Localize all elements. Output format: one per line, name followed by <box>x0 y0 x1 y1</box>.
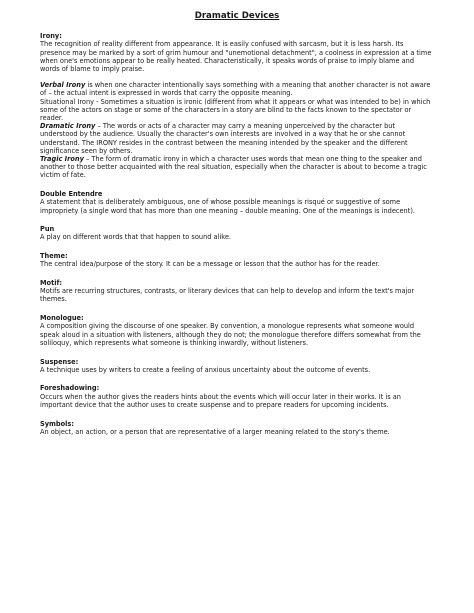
symbols-section <box>40 420 434 436</box>
situational-irony-paragraph: Situational Irony - Sometimes a situation is ironic (different from what it appears or what was intended to be) in which some of the actors on stage or some of the characters in a story are blind to the facts known to the spectator or reader. <box>40 97 431 123</box>
page-title: Dramatic Devices <box>194 11 280 21</box>
suspense-heading: Suspense: <box>40 357 79 366</box>
tragic-irony-text: – The form of dramatic irony in which a character uses words that mean one thing to the speaker and another to those better acquainted with the real situation, especially when the character is about to become a tragic victim of fate. <box>40 155 427 180</box>
verbal-irony-text: is when one character intentionally says something with a meaning that another character is not aware of – the actual intent is expressed in words that carry the opposite meaning. <box>40 81 431 98</box>
irony-heading: Irony: <box>40 32 62 41</box>
irony-section <box>40 32 434 179</box>
dramatic-irony-text: – The words or acts of a character may carry a meaning unperceived by the character but understood by the audience. Usually the character's own interests are involved in a way that he or she cannot understand. The IRONY resides in the contrast between the meaning intended by the speaker and the different significance seen by others. <box>40 122 408 155</box>
double-entendre-definition: A statement that is deliberately ambiguous, one of whose possible meanings is risqué or suggestive of some impropriety (a single word that has more than one meaning – double meaning. One of the meanings is indecent). <box>40 198 415 215</box>
symbols-heading: Symbols: <box>40 419 74 428</box>
verbal-irony-term: Verbal Irony <box>40 81 86 90</box>
theme-definition: The central idea/purpose of the story. It can be a message or lesson that the author has for the reader. <box>40 260 380 269</box>
double-entendre-heading: Double Entendre <box>40 190 103 199</box>
theme-section <box>40 252 434 268</box>
motif-definition: Motifs are recurring structures, contrasts, or literary devices that can help to develop and inform the text's major themes. <box>40 287 415 304</box>
dramatic-irony-paragraph <box>40 122 434 155</box>
foreshadowing-section <box>40 384 434 409</box>
suspense-definition: A technique uses by writers to create a feeling of anxious uncertainty about the outcome of events. <box>40 365 371 374</box>
suspense-section <box>40 358 434 374</box>
foreshadowing-heading: Foreshadowing: <box>40 384 100 393</box>
symbols-definition: An object, an action, or a person that are representative of a larger meaning related to the story's theme. <box>40 427 390 436</box>
motif-section <box>40 279 434 304</box>
motif-heading: Motif: <box>40 279 63 288</box>
irony-definition: The recognition of reality different from appearance. It is easily confused with sarcasm, but it is less harsh. Its presence may be marked by a sort of grim humour and "unemotional detachment", a coolness in expression at a time when one's emotions appear to be really heated. Characteristically, it speaks words of praise to imply blame and words of blame to imply praise. <box>40 40 432 74</box>
theme-heading: Theme: <box>40 252 68 261</box>
pun-heading: Pun <box>40 225 55 234</box>
foreshadowing-definition: Occurs when the author gives the readers hints about the events which will occur later in their works. It is an important device that the author uses to create suspense and to prepare readers for upcoming incidents. <box>40 392 401 409</box>
monologue-definition: A composition giving the discourse of one speaker. By convention, a monologue represents what someone would speak aloud in a situation with listeners, although they do not; the monologue therefore differs somewhat from the soliloquy, which represents what someone is thinking inwardly, without listeners. <box>40 322 421 347</box>
monologue-section <box>40 314 434 347</box>
monologue-heading: Monologue: <box>40 314 84 323</box>
tragic-irony-paragraph <box>40 155 434 180</box>
tragic-irony-term: Tragic Irony <box>40 155 84 164</box>
dramatic-irony-term: Dramatic Irony <box>40 122 96 131</box>
verbal-irony-paragraph <box>40 81 434 97</box>
pun-definition: A play on different words that that happen to sound alike. <box>40 233 231 242</box>
pun-section <box>40 225 434 241</box>
double-entendre-section <box>40 190 434 215</box>
